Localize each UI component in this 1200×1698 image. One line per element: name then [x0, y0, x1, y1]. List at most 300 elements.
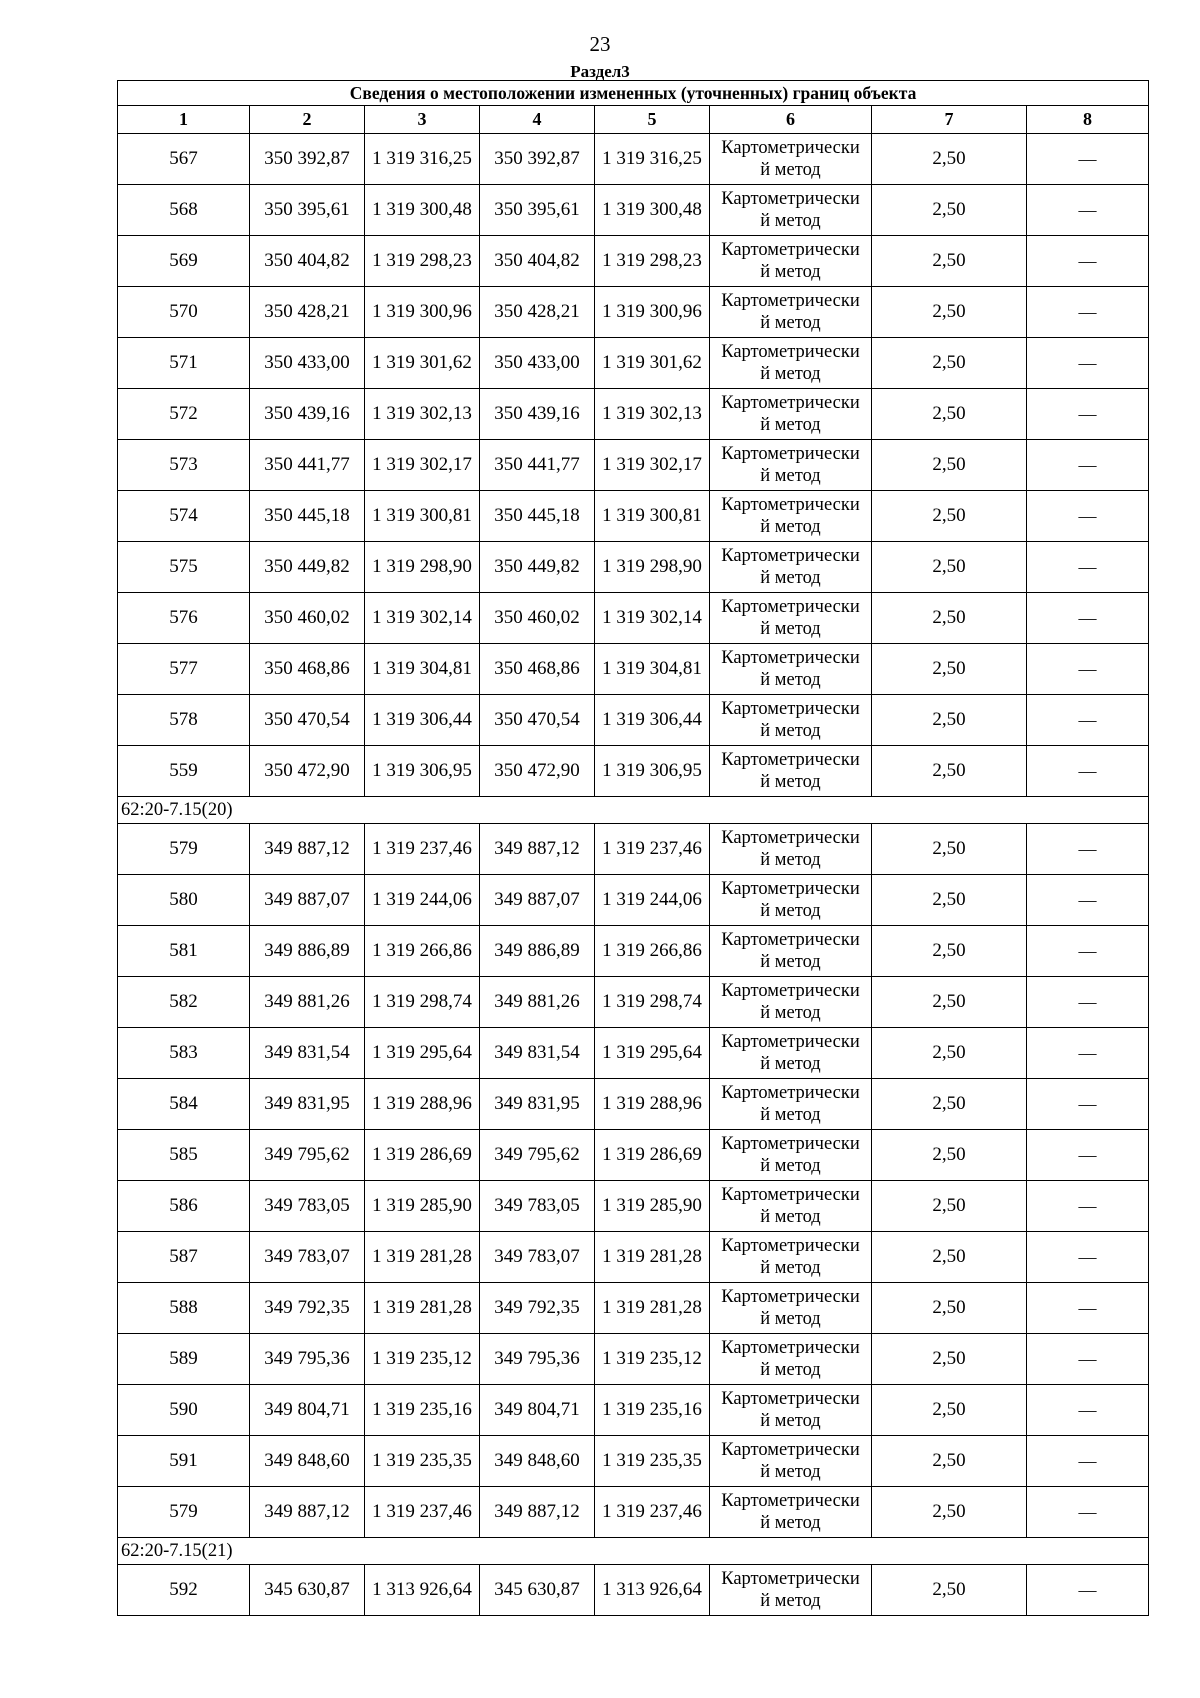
- point-number: 579: [118, 1487, 250, 1538]
- method-line-1: Картометрически: [721, 1569, 860, 1589]
- y-new: 1 319 301,62: [595, 338, 710, 389]
- method-cell: [710, 926, 872, 977]
- column-header-6: 6: [710, 106, 872, 134]
- method-line-2: й метод: [760, 1591, 821, 1611]
- y-old: 1 319 237,46: [365, 824, 480, 875]
- x-old: 349 795,62: [250, 1130, 365, 1181]
- x-new: 350 441,77: [480, 440, 595, 491]
- description: —: [1027, 1334, 1149, 1385]
- accuracy: 2,50: [872, 1232, 1027, 1283]
- y-old: 1 319 298,74: [365, 977, 480, 1028]
- table-row: [118, 440, 1149, 491]
- accuracy: 2,50: [872, 440, 1027, 491]
- point-number: 592: [118, 1565, 250, 1616]
- method-cell: [710, 287, 872, 338]
- method-line-1: Картометрически: [721, 1440, 860, 1460]
- method-cell: [710, 1130, 872, 1181]
- x-old: 349 804,71: [250, 1385, 365, 1436]
- point-number: 588: [118, 1283, 250, 1334]
- accuracy: 2,50: [872, 1487, 1027, 1538]
- x-old: 349 887,12: [250, 824, 365, 875]
- table-row: [118, 1028, 1149, 1079]
- method-line-1: Картометрически: [721, 393, 860, 413]
- x-new: 349 881,26: [480, 977, 595, 1028]
- method-line-2: й метод: [760, 1513, 821, 1533]
- x-old: 350 468,86: [250, 644, 365, 695]
- method-line-2: й метод: [760, 313, 821, 333]
- method-line-2: й метод: [760, 721, 821, 741]
- method-line-2: й метод: [760, 262, 821, 282]
- table-row: [118, 389, 1149, 440]
- x-new: 349 831,54: [480, 1028, 595, 1079]
- contour-label: 62:20-7.15(20): [118, 797, 1149, 824]
- x-new: 350 428,21: [480, 287, 595, 338]
- y-new: 1 319 298,74: [595, 977, 710, 1028]
- table-row: [118, 695, 1149, 746]
- description: —: [1027, 542, 1149, 593]
- y-old: 1 319 281,28: [365, 1232, 480, 1283]
- method-line-2: й метод: [760, 670, 821, 690]
- method-line-1: Картометрически: [721, 1287, 860, 1307]
- accuracy: 2,50: [872, 1565, 1027, 1616]
- description: —: [1027, 440, 1149, 491]
- y-new: 1 319 235,35: [595, 1436, 710, 1487]
- y-old: 1 319 300,81: [365, 491, 480, 542]
- table-row: [118, 1334, 1149, 1385]
- y-new: 1 319 306,95: [595, 746, 710, 797]
- boundary-coordinates-table: [117, 80, 1149, 1616]
- y-old: 1 319 286,69: [365, 1130, 480, 1181]
- accuracy: 2,50: [872, 1385, 1027, 1436]
- method-line-1: Картометрически: [721, 1491, 860, 1511]
- x-new: 349 795,62: [480, 1130, 595, 1181]
- table-row: [118, 977, 1149, 1028]
- method-cell: [710, 338, 872, 389]
- y-new: 1 313 926,64: [595, 1565, 710, 1616]
- x-new: 350 395,61: [480, 185, 595, 236]
- method-line-2: й метод: [760, 1105, 821, 1125]
- y-new: 1 319 302,14: [595, 593, 710, 644]
- y-new: 1 319 302,13: [595, 389, 710, 440]
- column-header-8: 8: [1027, 106, 1149, 134]
- method-line-1: Картометрически: [721, 291, 860, 311]
- point-number: 570: [118, 287, 250, 338]
- x-old: 350 445,18: [250, 491, 365, 542]
- y-old: 1 319 288,96: [365, 1079, 480, 1130]
- method-cell: [710, 1487, 872, 1538]
- point-number: 584: [118, 1079, 250, 1130]
- x-old: 350 472,90: [250, 746, 365, 797]
- table-row: [118, 1385, 1149, 1436]
- x-new: 350 392,87: [480, 134, 595, 185]
- point-number: 571: [118, 338, 250, 389]
- accuracy: 2,50: [872, 593, 1027, 644]
- x-new: 349 848,60: [480, 1436, 595, 1487]
- y-old: 1 319 298,90: [365, 542, 480, 593]
- x-old: 350 433,00: [250, 338, 365, 389]
- y-new: 1 319 286,69: [595, 1130, 710, 1181]
- contour-label-row: [118, 797, 1149, 824]
- x-new: 350 404,82: [480, 236, 595, 287]
- method-cell: [710, 389, 872, 440]
- x-new: 350 468,86: [480, 644, 595, 695]
- method-line-1: Картометрически: [721, 1134, 860, 1154]
- method-line-1: Картометрически: [721, 1032, 860, 1052]
- accuracy: 2,50: [872, 695, 1027, 746]
- method-cell: [710, 542, 872, 593]
- description: —: [1027, 1385, 1149, 1436]
- method-line-1: Картометрически: [721, 1389, 860, 1409]
- description: —: [1027, 287, 1149, 338]
- table-row: [118, 1487, 1149, 1538]
- description: —: [1027, 134, 1149, 185]
- method-line-2: й метод: [760, 1462, 821, 1482]
- description: —: [1027, 1079, 1149, 1130]
- description: —: [1027, 1565, 1149, 1616]
- y-new: 1 319 285,90: [595, 1181, 710, 1232]
- method-cell: [710, 1565, 872, 1616]
- method-line-2: й метод: [760, 364, 821, 384]
- accuracy: 2,50: [872, 1334, 1027, 1385]
- description: —: [1027, 875, 1149, 926]
- x-old: 350 460,02: [250, 593, 365, 644]
- method-cell: [710, 1436, 872, 1487]
- method-cell: [710, 1232, 872, 1283]
- x-new: 350 449,82: [480, 542, 595, 593]
- x-old: 349 795,36: [250, 1334, 365, 1385]
- y-old: 1 319 295,64: [365, 1028, 480, 1079]
- accuracy: 2,50: [872, 185, 1027, 236]
- method-cell: [710, 695, 872, 746]
- y-new: 1 319 304,81: [595, 644, 710, 695]
- x-new: 345 630,87: [480, 1565, 595, 1616]
- description: —: [1027, 1181, 1149, 1232]
- point-number: 583: [118, 1028, 250, 1079]
- table-row: [118, 926, 1149, 977]
- accuracy: 2,50: [872, 236, 1027, 287]
- point-number: 578: [118, 695, 250, 746]
- y-new: 1 319 237,46: [595, 824, 710, 875]
- method-line-1: Картометрически: [721, 597, 860, 617]
- method-line-1: Картометрически: [721, 648, 860, 668]
- x-new: 349 887,12: [480, 1487, 595, 1538]
- table-row: [118, 542, 1149, 593]
- column-header-3: 3: [365, 106, 480, 134]
- y-old: 1 319 244,06: [365, 875, 480, 926]
- method-line-1: Картометрически: [721, 240, 860, 260]
- method-cell: [710, 1079, 872, 1130]
- accuracy: 2,50: [872, 338, 1027, 389]
- x-new: 350 439,16: [480, 389, 595, 440]
- x-old: 349 831,54: [250, 1028, 365, 1079]
- accuracy: 2,50: [872, 542, 1027, 593]
- method-line-2: й метод: [760, 1207, 821, 1227]
- y-new: 1 319 298,90: [595, 542, 710, 593]
- accuracy: 2,50: [872, 875, 1027, 926]
- x-new: 350 472,90: [480, 746, 595, 797]
- method-line-1: Картометрически: [721, 189, 860, 209]
- description: —: [1027, 824, 1149, 875]
- method-line-1: Картометрически: [721, 546, 860, 566]
- accuracy: 2,50: [872, 1283, 1027, 1334]
- table-caption-row: [118, 81, 1149, 106]
- point-number: 590: [118, 1385, 250, 1436]
- description: —: [1027, 746, 1149, 797]
- y-new: 1 319 266,86: [595, 926, 710, 977]
- y-new: 1 319 237,46: [595, 1487, 710, 1538]
- x-old: 349 783,07: [250, 1232, 365, 1283]
- description: —: [1027, 491, 1149, 542]
- contour-label-row: [118, 1538, 1149, 1565]
- point-number: 587: [118, 1232, 250, 1283]
- y-old: 1 319 302,14: [365, 593, 480, 644]
- accuracy: 2,50: [872, 287, 1027, 338]
- point-number: 577: [118, 644, 250, 695]
- description: —: [1027, 1028, 1149, 1079]
- y-new: 1 319 302,17: [595, 440, 710, 491]
- y-new: 1 319 244,06: [595, 875, 710, 926]
- method-cell: [710, 977, 872, 1028]
- y-old: 1 319 235,16: [365, 1385, 480, 1436]
- method-cell: [710, 1283, 872, 1334]
- y-old: 1 319 301,62: [365, 338, 480, 389]
- x-old: 349 848,60: [250, 1436, 365, 1487]
- accuracy: 2,50: [872, 977, 1027, 1028]
- column-header-1: 1: [118, 106, 250, 134]
- table-caption: Сведения о местоположении измененных (уточненных) границ объекта: [118, 81, 1149, 106]
- x-old: 345 630,87: [250, 1565, 365, 1616]
- table-row: [118, 593, 1149, 644]
- accuracy: 2,50: [872, 1028, 1027, 1079]
- y-old: 1 319 304,81: [365, 644, 480, 695]
- method-line-1: Картометрически: [721, 699, 860, 719]
- method-line-2: й метод: [760, 466, 821, 486]
- page-number: 23: [589, 32, 611, 56]
- table-row: [118, 875, 1149, 926]
- method-cell: [710, 824, 872, 875]
- point-number: 568: [118, 185, 250, 236]
- x-old: 350 439,16: [250, 389, 365, 440]
- accuracy: 2,50: [872, 926, 1027, 977]
- y-old: 1 319 285,90: [365, 1181, 480, 1232]
- x-old: 350 428,21: [250, 287, 365, 338]
- method-line-1: Картометрически: [721, 750, 860, 770]
- method-line-2: й метод: [760, 1411, 821, 1431]
- method-line-1: Картометрически: [721, 879, 860, 899]
- description: —: [1027, 338, 1149, 389]
- y-old: 1 319 235,12: [365, 1334, 480, 1385]
- description: —: [1027, 695, 1149, 746]
- y-old: 1 319 302,17: [365, 440, 480, 491]
- x-new: 349 792,35: [480, 1283, 595, 1334]
- table-row: [118, 236, 1149, 287]
- method-line-2: й метод: [760, 619, 821, 639]
- point-number: 572: [118, 389, 250, 440]
- description: —: [1027, 593, 1149, 644]
- y-new: 1 319 281,28: [595, 1283, 710, 1334]
- method-line-2: й метод: [760, 568, 821, 588]
- method-line-1: Картометрически: [721, 1338, 860, 1358]
- x-new: 349 831,95: [480, 1079, 595, 1130]
- method-line-1: Картометрически: [721, 138, 860, 158]
- column-header-row: [118, 106, 1149, 134]
- accuracy: 2,50: [872, 1436, 1027, 1487]
- table-row: [118, 1232, 1149, 1283]
- y-old: 1 313 926,64: [365, 1565, 480, 1616]
- method-line-2: й метод: [760, 415, 821, 435]
- y-old: 1 319 306,95: [365, 746, 480, 797]
- x-new: 349 804,71: [480, 1385, 595, 1436]
- method-cell: [710, 593, 872, 644]
- x-old: 349 831,95: [250, 1079, 365, 1130]
- x-old: 350 470,54: [250, 695, 365, 746]
- y-old: 1 319 237,46: [365, 1487, 480, 1538]
- method-line-1: Картометрически: [721, 930, 860, 950]
- method-line-1: Картометрически: [721, 1236, 860, 1256]
- table-row: [118, 1436, 1149, 1487]
- point-number: 589: [118, 1334, 250, 1385]
- y-new: 1 319 295,64: [595, 1028, 710, 1079]
- column-header-7: 7: [872, 106, 1027, 134]
- method-cell: [710, 236, 872, 287]
- method-line-1: Картометрически: [721, 1083, 860, 1103]
- accuracy: 2,50: [872, 644, 1027, 695]
- x-old: 350 395,61: [250, 185, 365, 236]
- point-number: 574: [118, 491, 250, 542]
- description: —: [1027, 1283, 1149, 1334]
- y-old: 1 319 235,35: [365, 1436, 480, 1487]
- x-new: 350 460,02: [480, 593, 595, 644]
- description: —: [1027, 644, 1149, 695]
- y-new: 1 319 300,96: [595, 287, 710, 338]
- point-number: 586: [118, 1181, 250, 1232]
- y-old: 1 319 306,44: [365, 695, 480, 746]
- accuracy: 2,50: [872, 389, 1027, 440]
- table-row: [118, 1283, 1149, 1334]
- method-line-1: Картометрически: [721, 495, 860, 515]
- y-old: 1 319 316,25: [365, 134, 480, 185]
- column-header-2: 2: [250, 106, 365, 134]
- method-line-2: й метод: [760, 1156, 821, 1176]
- y-new: 1 319 300,81: [595, 491, 710, 542]
- x-new: 350 433,00: [480, 338, 595, 389]
- description: —: [1027, 389, 1149, 440]
- point-number: 581: [118, 926, 250, 977]
- y-old: 1 319 300,96: [365, 287, 480, 338]
- method-line-2: й метод: [760, 1309, 821, 1329]
- method-line-2: й метод: [760, 952, 821, 972]
- y-new: 1 319 298,23: [595, 236, 710, 287]
- point-number: 580: [118, 875, 250, 926]
- table-row: [118, 185, 1149, 236]
- accuracy: 2,50: [872, 1079, 1027, 1130]
- method-cell: [710, 1385, 872, 1436]
- table-body: [118, 81, 1149, 1616]
- description: —: [1027, 977, 1149, 1028]
- y-new: 1 319 306,44: [595, 695, 710, 746]
- x-new: 349 783,05: [480, 1181, 595, 1232]
- x-new: 349 886,89: [480, 926, 595, 977]
- table-row: [118, 1181, 1149, 1232]
- table-row: [118, 1565, 1149, 1616]
- x-new: 349 783,07: [480, 1232, 595, 1283]
- y-new: 1 319 235,12: [595, 1334, 710, 1385]
- x-old: 349 887,07: [250, 875, 365, 926]
- description: —: [1027, 1436, 1149, 1487]
- x-old: 350 392,87: [250, 134, 365, 185]
- contour-label: 62:20-7.15(21): [118, 1538, 1149, 1565]
- y-new: 1 319 288,96: [595, 1079, 710, 1130]
- method-line-2: й метод: [760, 1003, 821, 1023]
- table-row: [118, 644, 1149, 695]
- y-old: 1 319 266,86: [365, 926, 480, 977]
- table-row: [118, 824, 1149, 875]
- x-old: 349 792,35: [250, 1283, 365, 1334]
- y-old: 1 319 281,28: [365, 1283, 480, 1334]
- method-line-1: Картометрически: [721, 981, 860, 1001]
- accuracy: 2,50: [872, 746, 1027, 797]
- x-old: 350 404,82: [250, 236, 365, 287]
- point-number: 582: [118, 977, 250, 1028]
- table-row: [118, 746, 1149, 797]
- method-cell: [710, 134, 872, 185]
- method-cell: [710, 1334, 872, 1385]
- table-row: [118, 338, 1149, 389]
- description: —: [1027, 236, 1149, 287]
- table-row: [118, 1079, 1149, 1130]
- method-cell: [710, 1028, 872, 1079]
- point-number: 576: [118, 593, 250, 644]
- point-number: 559: [118, 746, 250, 797]
- table-row: [118, 1130, 1149, 1181]
- accuracy: 2,50: [872, 824, 1027, 875]
- point-number: 569: [118, 236, 250, 287]
- description: —: [1027, 1232, 1149, 1283]
- point-number: 575: [118, 542, 250, 593]
- x-old: 350 441,77: [250, 440, 365, 491]
- method-line-1: Картометрически: [721, 828, 860, 848]
- method-cell: [710, 644, 872, 695]
- method-line-2: й метод: [760, 1054, 821, 1074]
- method-cell: [710, 440, 872, 491]
- method-line-2: й метод: [760, 517, 821, 537]
- y-new: 1 319 300,48: [595, 185, 710, 236]
- method-line-2: й метод: [760, 850, 821, 870]
- method-line-1: Картометрически: [721, 1185, 860, 1205]
- column-header-5: 5: [595, 106, 710, 134]
- method-cell: [710, 1181, 872, 1232]
- point-number: 579: [118, 824, 250, 875]
- y-new: 1 319 281,28: [595, 1232, 710, 1283]
- accuracy: 2,50: [872, 134, 1027, 185]
- y-old: 1 319 298,23: [365, 236, 480, 287]
- method-cell: [710, 185, 872, 236]
- x-old: 349 887,12: [250, 1487, 365, 1538]
- y-old: 1 319 302,13: [365, 389, 480, 440]
- method-line-1: Картометрически: [721, 342, 860, 362]
- column-header-4: 4: [480, 106, 595, 134]
- method-cell: [710, 491, 872, 542]
- x-new: 349 887,07: [480, 875, 595, 926]
- method-line-2: й метод: [760, 1258, 821, 1278]
- x-old: 350 449,82: [250, 542, 365, 593]
- description: —: [1027, 185, 1149, 236]
- x-new: 349 795,36: [480, 1334, 595, 1385]
- description: —: [1027, 926, 1149, 977]
- method-cell: [710, 875, 872, 926]
- point-number: 585: [118, 1130, 250, 1181]
- description: —: [1027, 1130, 1149, 1181]
